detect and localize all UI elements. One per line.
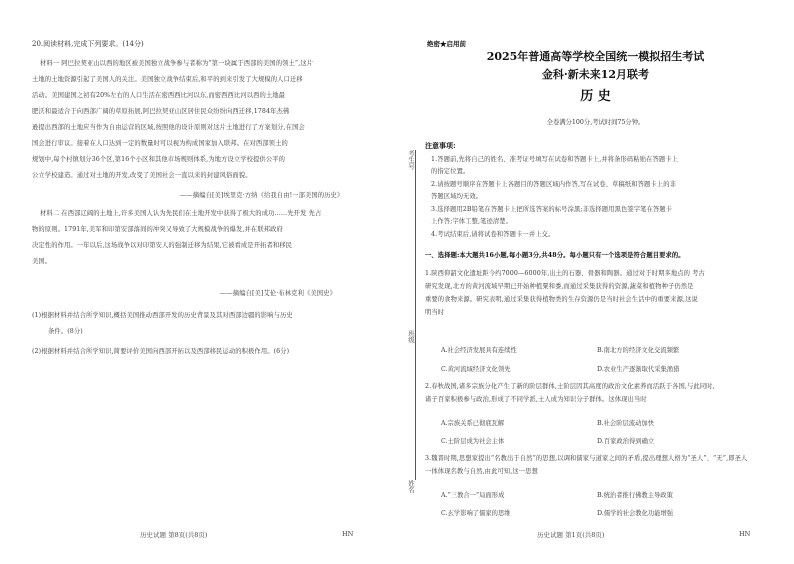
subject-title: 历 史: [580, 89, 611, 104]
question-2-option-c[interactable]: C.士阶层成为社会主体: [441, 438, 505, 445]
question-2-line: 2.春秋战国,诸多宗族分化产生了新的阶层群体,士阶层因其高度的政治文化素养而活跃于各国,与此同时,: [425, 383, 715, 390]
question-1-line: 1.陕西仰韶文化遗址距今约7000—6000年,出土的石器、骨器和陶器。通过对于时期多地点的 考古: [425, 270, 705, 277]
material-2-line: 决定性的作用。一年以后,这场战争以对印第安人的强制迁移为结果,它被看成是开拓者和移民: [32, 242, 293, 249]
material-1-line: 规划中,每个村镇划分36个区,第16个小区和其他市场规则体系,为地方设立学校提供公平的: [32, 156, 286, 163]
question-20-part-2: (2)根据材料并结合所学知识,简要评价美国向西部开拓以及西部移民运动的积极作用。(6分): [32, 348, 290, 355]
secret-tag: 绝密★启用前: [427, 40, 466, 48]
material-1-line: 肥沃和最适合于向西部广阔的草原拓展,阿巴拉契亚山区居住民众纷纷向西迁移,1784年杰佛: [32, 108, 290, 115]
material-1-line: 活动。美国建国之初有20%左右的人口生活在密西西比河以东,而密西西比河以西的土地最: [32, 92, 286, 99]
notice-line: 4.考试结束后,请将试卷和答题卡一并上交。: [431, 231, 555, 238]
left-page-code: HN: [342, 530, 354, 538]
exam-subtitle: 金科·新未来12月联考: [541, 68, 650, 81]
right-page-code: HN: [739, 530, 751, 538]
question-3-line: 一体体现名教与自然,由此可知,这一思想: [425, 468, 538, 475]
material-1-line: 公立学校建造。通过对土地的开发,改变了美国社会一直以来的封建风俗面貌。: [32, 172, 252, 179]
notice-line: 答题区域均无效。: [431, 193, 483, 200]
notice-line: 2.请按题号顺序在答题卡上各题目的答题区域内作答,写在试卷、草稿纸和答题卡上的非: [431, 181, 676, 188]
question-2-option-b[interactable]: B.社会阶层流动加快: [597, 420, 655, 427]
notice-line: 3.选择题用2B铅笔在答题卡上把所选答案的标号涂黑;非选择题用黑色签字笔在答题卡: [431, 206, 673, 213]
material-1-citation: ——摘编自[美]埃里克·方纳《给我自由!一部美国的历史》: [180, 192, 344, 199]
question-1-line: 研究发现,北方的黄河流域早期已开始种植粟和黍,而通过采集获得的资源,蔬菜和植物种子仍然是: [425, 283, 694, 290]
question-3-option-a[interactable]: A.“三教合一”局面形成: [441, 492, 505, 499]
material-1-line: 材料一 阿巴拉契亚山以西的地区被美国独立战争参与者称为“第一块属于西部的美国的领土”,这片: [40, 60, 314, 67]
material-2-line: 美国。: [32, 258, 52, 265]
material-2-line: 物的原则。1791年,美军和印第安部落间的冲突又导致了大规模战争的爆发,并在联邦政府: [32, 226, 283, 233]
question-3-option-d[interactable]: D.儒学的社会教化功能增强: [597, 510, 674, 517]
question-2-line: 诸子百家积极参与政治,形成了不同学派,士人成为知识分子群体。这体现出当时: [425, 396, 647, 403]
notice-header: 注意事项:: [425, 141, 456, 150]
question-1-option-c[interactable]: C.黄河流域经济文化领先: [441, 366, 511, 373]
question-20-part-1-points: 条件。(8分): [48, 328, 83, 335]
notice-line: 1.答题前,先将自己的姓名、准考证号填写在试卷和答题卡上,并将条形码粘贴在答题卡上: [431, 156, 679, 163]
student-number-label: 考生号: [407, 150, 415, 170]
material-1-line: 国会进行审议。接着在人口达到一定的数量时可以视为构成国家加入联邦。在对西部领土的: [32, 140, 288, 147]
question-1-option-d[interactable]: D.农业生产逐渐取代采集渔猎: [597, 366, 680, 373]
question-3-line: 3.魏晋时期,思想家提出“名教出于自然”的思想,以调和儒家与道家之间的矛盾,提出理想人格为“圣人”、“无”,即圣人: [425, 455, 748, 462]
question-1-line: 重要的食物来源。研究表明,通过采集获得植物类的生存资源仍是当时社会生活中的重要来源,这说: [425, 296, 698, 303]
question-2-option-a[interactable]: A.宗族关系已彻底瓦解: [441, 420, 505, 427]
exam-info: 全卷满分100分,考试时间75分钟。: [546, 119, 645, 126]
question-20-part-1: (1)根据材料并结合所学知识,概括美国推动西部开发的历史背景及其对西部边疆的影响与历史: [32, 312, 293, 319]
question-3-option-c[interactable]: C.玄学影响了儒家的思维: [441, 510, 511, 517]
material-1-line: 土地的土地资源引起了美国人的关注。美国独立战争结束后,和平的到来引发了大规模的人口迁移: [32, 76, 303, 83]
question-1-option-b[interactable]: B.南北方的经济文化交流频繁: [597, 347, 680, 354]
right-page: [397, 0, 794, 564]
material-1-line: 逊提出西部的土地应当作为自由运营的区域,按照他的设计原则对这片土地进行了方案划分,在国会: [32, 124, 305, 131]
notice-line: 的指定位置。: [431, 168, 470, 175]
right-page-footer: 历史试题 第1页(共8页): [537, 531, 605, 539]
name-label: 姓名: [407, 480, 415, 493]
left-page-footer: 历史试题 第8页(共8页): [140, 531, 208, 539]
class-label: 班级: [407, 330, 415, 343]
question-2-option-d[interactable]: D.百家政治得到确立: [597, 438, 655, 445]
material-2-citation: ——摘编自[美]艾伦·布林克利《美国史》: [220, 290, 336, 297]
exam-title: 2025年普通高等学校全国统一模拟招生考试: [486, 50, 705, 63]
binding-line: [415, 150, 416, 480]
notice-line: 上作答;字体工整,笔迹清楚。: [431, 218, 513, 225]
question-20-header: 20.阅读材料,完成下列要求。(14分): [32, 40, 144, 48]
question-1-option-a[interactable]: A.社会经济发展具有连续性: [441, 347, 517, 354]
material-2-line: 材料二 在西部辽阔的土地上,许多美国人认为先民们在土地开发中获得了极大的成功……先开发 先占: [40, 210, 322, 217]
question-1-line: 明当时: [425, 309, 445, 316]
section-1-header: 一、选择题:本大题共16小题,每小题3分,共48分。每小题只有一个选项是符合题目要求的。: [425, 252, 685, 259]
question-3-option-b[interactable]: B.统治者推行佛教主导政策: [597, 492, 673, 499]
